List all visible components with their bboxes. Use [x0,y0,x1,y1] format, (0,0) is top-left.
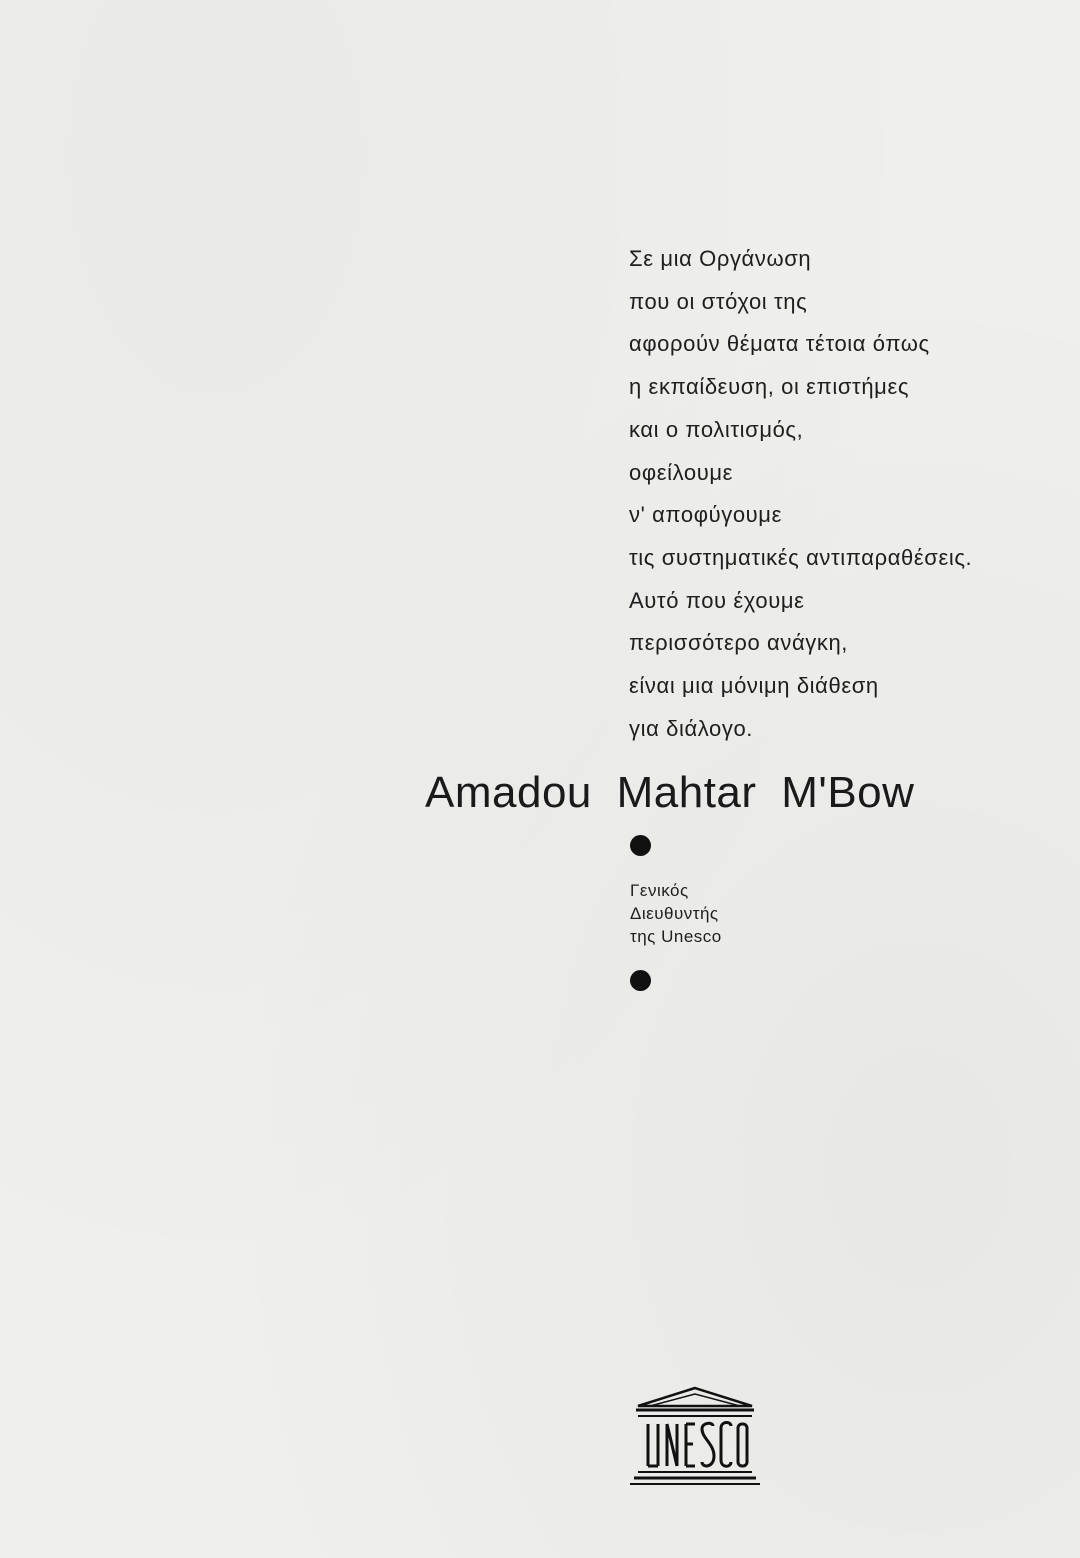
quote-line: Σε μια Οργάνωση [629,246,812,271]
quote-line: οφείλουμε [629,459,734,485]
bullet-dot-icon [630,970,651,991]
quote-line: τις συστηματικές αντιπαραθέσεις. [629,544,973,570]
quote-line: η εκπαίδευση, οι επιστήμες [629,374,910,400]
quote-line: περισσότερο ανάγκη, [629,630,849,656]
unesco-temple-logo-icon [630,1386,760,1486]
quote-line: και ο πολιτισμός, [629,416,804,442]
quote-line: για διάλογο. [629,715,754,741]
author-name: Amadou Mahtar M'Bow [425,768,915,817]
bullet-dot-icon [630,835,651,856]
quote-line: αφορούν θέματα τέτοια όπως [629,331,930,357]
author-title-line: Διευθυντής [630,904,719,923]
quote-line: ν' αποφύγουμε [629,502,782,528]
quote-line: που οι στόχοι της [629,288,808,314]
quote-text [629,238,972,750]
quote-line: Αυτό που έχουμε [629,587,805,613]
author-title-line: Γενικός [630,881,689,900]
quote-line: είναι μια μόνιμη διάθεση [629,673,879,699]
author-title [630,879,722,948]
author-title-line: της Unesco [630,927,722,946]
